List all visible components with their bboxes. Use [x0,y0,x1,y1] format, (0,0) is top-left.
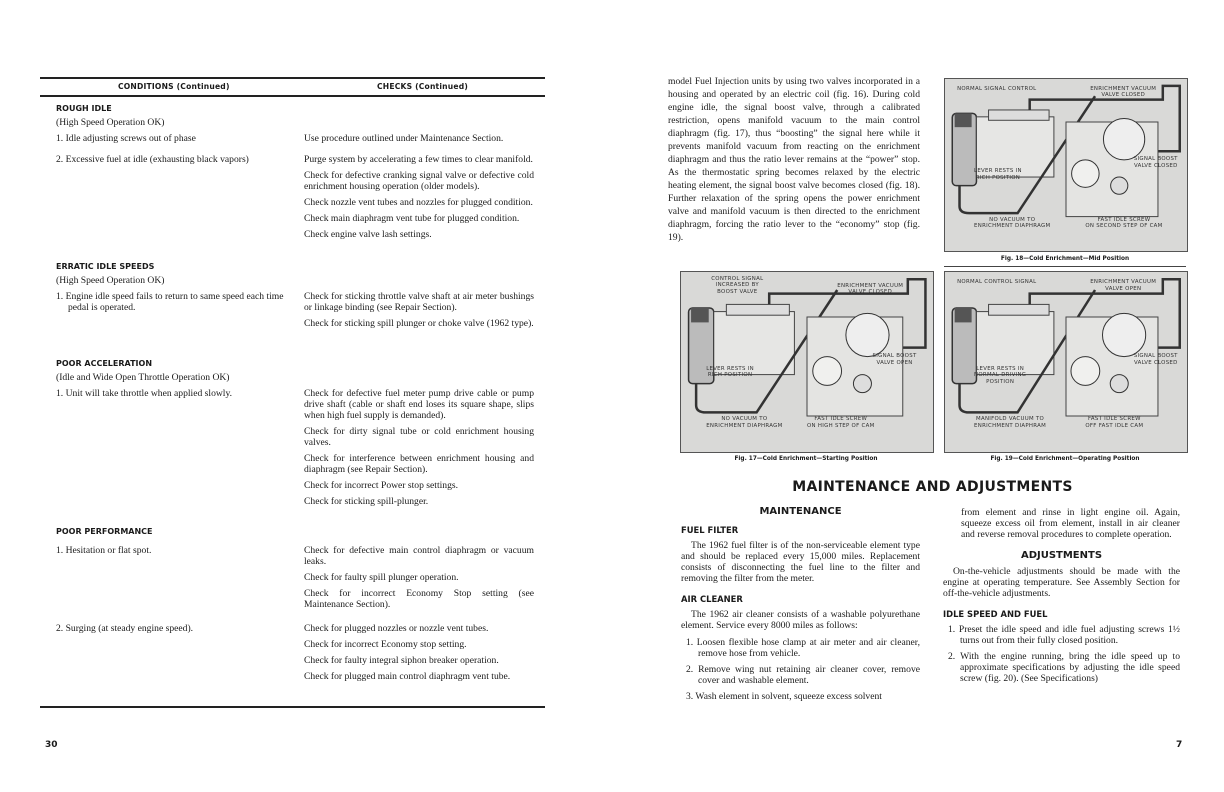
table-row [56,291,536,334]
condition-cell: 2. Excessive fuel at idle (exhausting black vapors) [56,154,249,165]
condition-section [56,358,536,512]
page-number-right: 7 [1176,740,1183,750]
troubleshooting-table [56,103,536,687]
page-number-left: 30 [45,740,58,750]
check-item: Check for defective cranking signal valve or defective cold enrichment housing operation (older models). [304,170,534,192]
air-cleaner-step: 2. Remove wing nut retaining air cleaner cover, remove cover and washable element. [686,664,920,686]
check-item: Check for incorrect Economy stop setting. [304,639,467,650]
checks-cell [304,133,534,149]
condition-cell: 1. Unit will take throttle when applied slowly. [56,388,233,399]
diagram-callout-label: MANIFOLD VACUUM TO ENRICHMENT DIAPHRAM [974,416,1047,429]
table-row [56,388,536,512]
intro-paragraph: model Fuel Injection units by using two valves incorporated in a housing and operated by an electric coil (fig. 16). During cold engine idle, the signal boost valve, through a calibrated restriction, opens manifold vacuum to the main control diaphragm (fig. 17), thus “boosting” the signal here while it prevents manifold vacuum from reacting on the enrichment diaphragm and thus the ratio lever remains at the “power” stop. As the thermostatic spring becomes relaxed by the electric heating element, the signal boost valve becomes closed (fig. 18). Further relaxation of the spring opens the power enrichment valve and manifold vacuum is then directed to the enrichment diaphragm, forcing the ratio lever to the “economy” stop (fig. 19). [668,76,920,243]
table-bottom-rule [40,706,545,708]
adjustments-heading: ADJUSTMENTS [1020,550,1103,561]
fuel-filter-heading: FUEL FILTER [681,525,739,535]
diagram-callout-label: SIGNAL BOOST VALVE CLOSED [1133,353,1178,366]
air-cleaner-heading: AIR CLEANER [681,594,743,604]
figure-18-rule [944,266,1186,267]
air-cleaner-step-continued: from element and rinse in light engine oil. Again, squeeze excess oil from element, install in air cleaner and reverse removal procedures to complete operation. [961,507,1180,540]
figure-19-caption: Fig. 19—Cold Enrichment—Operating Position [990,456,1140,462]
check-item: Check for faulty spill plunger operation. [304,572,459,583]
section-subheading: (Idle and Wide Open Throttle Operation OK) [56,372,230,383]
table-row [56,133,536,149]
check-item: Check for plugged main control diaphragm vent tube. [304,671,511,682]
header-top-rule [40,77,545,79]
check-item: Check for interference between enrichment housing and diaphragm (see Repair Section). [304,453,534,475]
checks-cell [304,291,534,334]
condition-section [56,261,536,334]
condition-cell: 2. Surging (at steady engine speed). [56,623,194,634]
header-bottom-rule [40,95,545,97]
table-row [56,154,536,245]
check-item: Check nozzle vent tubes and nozzles for plugged condition. [304,197,533,208]
diagram-callout-label: NORMAL SIGNAL CONTROL [957,85,1037,92]
maintenance-heading: MAINTENANCE [759,506,842,517]
check-item: Check for plugged nozzles or nozzle vent tubes. [304,623,489,634]
diagram-callout-label: FAST IDLE SCREW ON HIGH STEP OF CAM [807,416,875,429]
check-item: Check for defective fuel meter pump drive cable or pump drive shaft (cable or shaft end loses its square shape, slips when high fuel supply is demanded). [304,388,534,421]
check-item: Check for incorrect Economy Stop setting (see Maintenance Section). [304,588,534,610]
checks-cell [304,545,534,615]
diagram-callout-label: FAST IDLE SCREW ON SECOND STEP OF CAM [1085,216,1163,230]
diagram-callout-label: LEVER RESTS IN RICH POSITION [974,168,1022,181]
diagram-callout-label: NO VACUUM TO ENRICHMENT DIAPHRAGM [974,216,1051,230]
check-item: Use procedure outlined under Maintenance Section. [304,133,504,144]
diagram-callout-label: NO VACUUM TO ENRICHMENT DIAPHRAGM [706,416,783,429]
figure-18-diagram [944,78,1188,252]
diagram-callout-label: NORMAL CONTROL SIGNAL [957,279,1037,286]
idle-speed-heading: IDLE SPEED AND FUEL [943,609,1048,619]
table-row [56,623,536,687]
section-heading: POOR PERFORMANCE [56,527,153,536]
idle-step: 2. With the engine running, bring the idle speed up to approximate specifications by adjusting the idle speed screw (fig. 20). (See Specifications) [948,651,1180,684]
check-item: Check for sticking spill-plunger. [304,496,429,507]
diagram-callout-label: SIGNAL BOOST VALVE OPEN [872,353,917,366]
checks-cell [304,388,534,512]
checks-column-header: CHECKS (Continued) [377,82,469,91]
diagram-callout-label: ENRICHMENT VACUUM VALVE CLOSED [837,282,904,296]
check-item: Purge system by accelerating a few times to clear manifold. [304,154,533,165]
diagram-callout-label: FAST IDLE SCREW OFF FAST IDLE CAM [1085,416,1144,429]
section-heading: POOR ACCELERATION [56,359,153,368]
check-item: Check for incorrect Power stop settings. [304,480,458,491]
adjustments-text: On-the-vehicle adjustments should be made with the engine at operating temperature. See Assembly Section for off-the-vehicle adjustments. [943,566,1180,599]
check-item: Check engine valve lash settings. [304,229,432,240]
check-item: Check for dirty signal tube or cold enrichment housing valves. [304,426,534,448]
figure-18-caption: Fig. 18—Cold Enrichment—Mid Position [1000,256,1130,262]
section-heading: ROUGH IDLE [56,104,112,113]
section-heading: ERRATIC IDLE SPEEDS [56,262,155,271]
checks-cell [304,623,534,687]
figure-17-caption: Fig. 17—Cold Enrichment—Starting Position [734,456,878,462]
maintenance-column [681,506,920,707]
adjustments-column [943,507,1180,689]
table-row [56,545,536,615]
section-subheading: (High Speed Operation OK) [56,117,165,128]
checks-cell [304,154,534,245]
diagram-callout-label: ENRICHMENT VACUUM VALVE CLOSED [1090,85,1157,99]
condition-cell: 1. Hesitation or flat spot. [56,545,152,556]
condition-cell: 1. Idle adjusting screws out of phase [56,133,196,144]
check-item: Check for faulty integral siphon breaker operation. [304,655,499,666]
check-item: Check for sticking spill plunger or choke valve (1962 type). [304,318,534,329]
diagram-callout-label: LEVER RESTS IN NORMAL DRIVING POSITION [974,365,1027,385]
diagram-callout-label: SIGNAL BOOST VALVE CLOSED [1133,156,1178,169]
condition-section [56,526,536,687]
check-item: Check for sticking throttle valve shaft at air meter bushings or linkage binding (see Repair Section). [304,291,534,313]
diagram-callout-label: ENRICHMENT VACUUM VALVE OPEN [1090,279,1157,292]
condition-section [56,103,536,245]
air-cleaner-step: 1. Loosen flexible hose clamp at air meter and air cleaner, remove hose from vehicle. [686,637,920,659]
fuel-filter-text: The 1962 fuel filter is of the non-serviceable element type and should be replaced every 15,000 miles. Replacement consists of disconnecting the fuel line to the filter and removing the filter from the meter. [681,540,920,584]
diagram-callout-label: LEVER RESTS IN RICH POSITION [706,365,754,379]
figure-19-diagram [944,271,1188,453]
figure-17-diagram [680,271,934,453]
conditions-column-header: CONDITIONS (Continued) [118,82,230,91]
section-title: MAINTENANCE AND ADJUSTMENTS [792,479,1073,495]
diagram-callout-label: CONTROL SIGNAL INCREASED BY BOOST VALVE [711,275,764,295]
section-subheading: (High Speed Operation OK) [56,275,165,286]
check-item: Check main diaphragm vent tube for plugged condition. [304,213,520,224]
idle-step: 1. Preset the idle speed and idle fuel adjusting screws 1½ turns out from their fully closed position. [948,624,1180,646]
air-cleaner-text: The 1962 air cleaner consists of a washable polyurethane element. Service every 8000 miles as follows: [681,609,920,631]
air-cleaner-step: 3. Wash element in solvent, squeeze excess solvent [686,691,882,702]
check-item: Check for defective main control diaphragm or vacuum leaks. [304,545,534,567]
condition-cell: 1. Engine idle speed fails to return to same speed each time pedal is operated. [56,291,284,313]
